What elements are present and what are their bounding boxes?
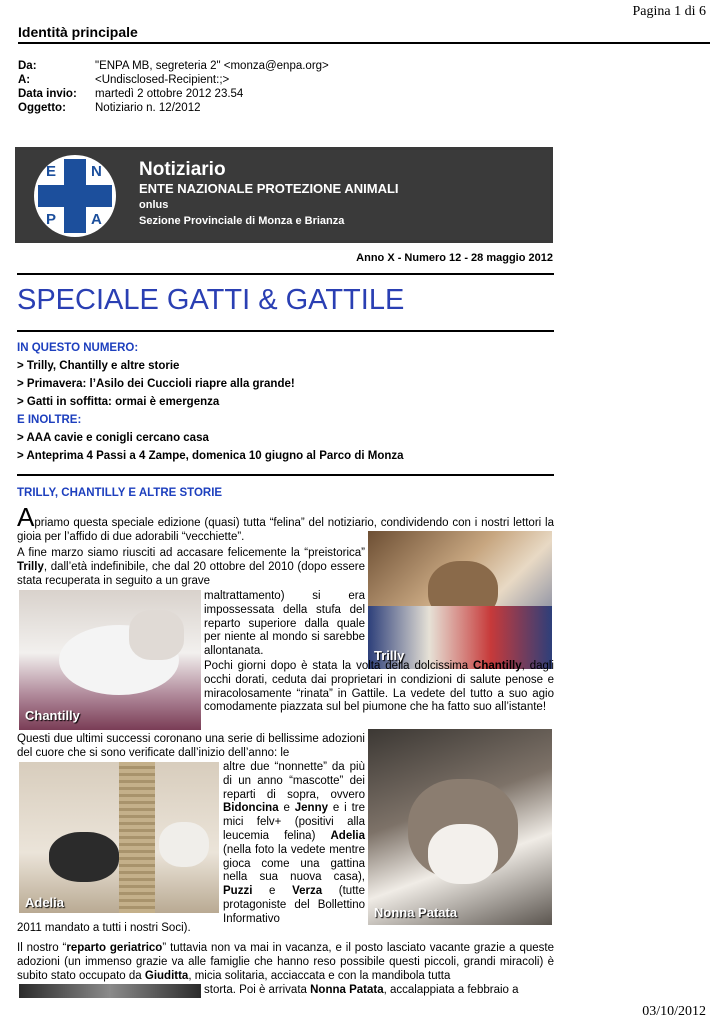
chantilly-photo: Chantilly [19, 590, 201, 730]
newsletter-banner [15, 147, 553, 243]
meta-from: Da: "ENPA MB, segreteria 2" <monza@enpa.org> [18, 60, 329, 72]
divider [18, 42, 710, 44]
toc-item: > AAA cavie e conigli cercano casa [17, 432, 209, 444]
toc-item: > Trilly, Chantilly e altre storie [17, 360, 180, 372]
page-number: Pagina 1 di 6 [632, 4, 706, 19]
issue-line: Anno X - Numero 12 - 28 maggio 2012 [356, 252, 553, 264]
paragraph-geriatrico: Il nostro “reparto geriatrico” tuttavia non va mai in vacanza, e il posto lasciato vacante grazie a queste adozioni (un immenso grazie va alle famiglie che hanno reso possibile questi piccoli, grandi miracoli) è subito stato occupato da Giuditta, micia solitaria, acciaccata e con la mandibola tutta [17, 942, 554, 982]
paragraph-nonnette-end: 2011 mandato a tutti i nostri Soci). [17, 922, 191, 934]
trilly-photo: Trilly [368, 531, 552, 669]
toc-item: > Gatti in soffitta: ormai è emergenza [17, 396, 220, 408]
giuditta-photo [19, 984, 201, 998]
banner-title: Notiziario [139, 159, 226, 180]
meta-date: Data invio: martedì 2 ottobre 2012 23.54 [18, 88, 244, 100]
paragraph-nonna-patata: storta. Poi è arrivata Nonna Patata, accalappiata a febbraio a [204, 984, 519, 996]
paragraph-chantilly: Pochi giorni dopo è stata la volta della dolcissima Chantilly, dagli occhi dorati, ceduta dai proprietari in condizioni di salute penose e miracolosamente “rinata” in Gattile. La vedete del tutto a suo agio comodamente piazzata sul bel piumone che ha fatto suo all’istante! [204, 660, 554, 714]
page-title: SPECIALE GATTI & GATTILE [17, 284, 405, 316]
drop-cap: A [17, 502, 35, 532]
identity-heading: Identità principale [18, 24, 138, 40]
adelia-photo: Adelia [19, 762, 219, 913]
paragraph-trilly-cont: maltrattamento) si era impossessata della stufa del reparto superiore dalla quale per niente al mondo si sarebbe allontanata. [204, 590, 365, 658]
toc-heading-2: E INOLTRE: [17, 414, 82, 426]
meta-to: A: <Undisclosed-Recipient:;> [18, 74, 230, 86]
paragraph-adoptions: Questi due ultimi successi coronano una serie di bellissime adozioni del cuore che si sono verificate dall’inizio dell’anno: le [17, 733, 365, 759]
toc-item: > Primavera: l’Asilo dei Cuccioli riapre alla grande! [17, 378, 295, 390]
banner-onlus: onlus [139, 199, 169, 211]
divider [17, 474, 554, 476]
meta-subject: Oggetto: Notiziario n. 12/2012 [18, 102, 201, 114]
section-heading: TRILLY, CHANTILLY E ALTRE STORIE [17, 487, 223, 499]
banner-org: ENTE NAZIONALE PROTEZIONE ANIMALI [139, 181, 399, 196]
paragraph-trilly: A fine marzo siamo riusciti ad accasare felicemente la “preistorica” Trilly, dall’età indefinibile, che dal 20 ottobre del 2010 (dopo essere stata recuperata in seguito a un grave [17, 547, 365, 587]
toc-item: > Anteprima 4 Passi a 4 Zampe, domenica 10 giugno al Parco di Monza [17, 450, 404, 462]
enpa-logo: E N P A [34, 155, 116, 237]
paragraph-intro: Apriamo questa speciale edizione (quasi) tutta “felina” del notiziario, condividendo con i nostri lettori la gioia per l’affido di due adorabili “vecchiette”. [17, 502, 554, 543]
paragraph-nonnette: altre due “nonnette” da più di un anno “mascotte” dei reparti di sopra, ovvero Bidoncina e Jenny e i tre mici felv+ (positivi alla leucemia felina) Adelia (nella foto la vedete mentre gioca come una gattina nella sua nuova casa), Puzzi e Verza (tutte protagoniste del Bollettino Informativo [223, 761, 365, 925]
divider [17, 330, 554, 332]
toc-heading: IN QUESTO NUMERO: [17, 342, 139, 354]
divider [17, 273, 554, 275]
banner-section: Sezione Provinciale di Monza e Brianza [139, 215, 345, 227]
nonna-patata-photo: Nonna Patata [368, 729, 552, 925]
print-date: 03/10/2012 [642, 1004, 706, 1019]
